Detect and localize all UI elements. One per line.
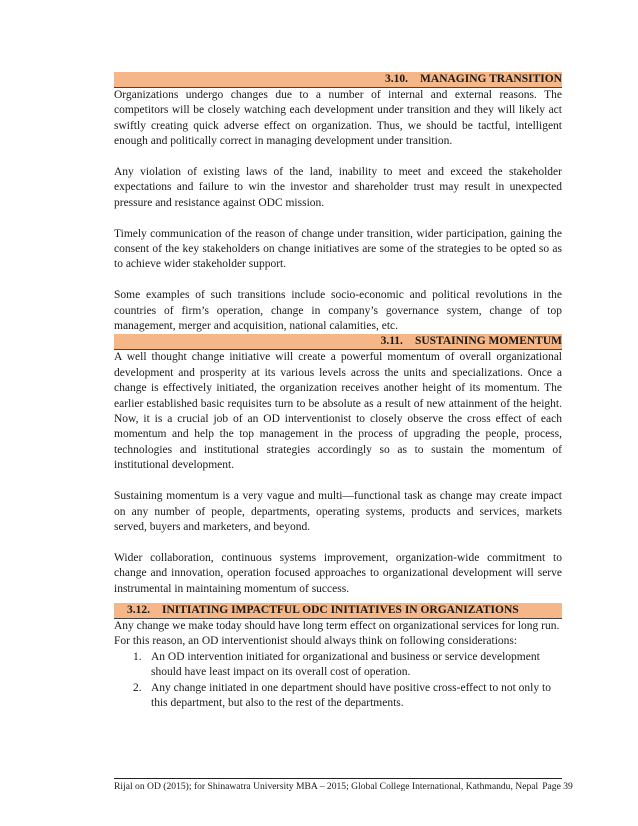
paragraph: Any violation of existing laws of the land, inability to meet and exceed the stakeholder expectations and failure to win the investor and shareholder trust may result in unexpected pressure and resistance against ODC mission. xyxy=(114,166,562,209)
paragraph: Some examples of such transitions include socio-economic and political revolutions in the countries of firm’s operation, change in company’s governance system, change of top management, merger and acquisition, national calamities, etc. xyxy=(114,289,562,333)
section-title: SUSTAINING MOMENTUM xyxy=(414,335,562,348)
list-item xyxy=(114,650,562,681)
section-number: 3.11. xyxy=(380,335,403,348)
footer-citation: Rijal on OD (2015); for Shinawatra University MBA – 2015; Global College International, Kathmandu, Nepal xyxy=(114,781,539,792)
section-heading-3-11 xyxy=(114,334,562,350)
paragraph: Wider collaboration, continuous systems improvement, organization-wide commitment to change and innovation, operation focused approaches to organizational development will serve instrumental in maintaining momentum of success. xyxy=(114,551,562,595)
considerations-list xyxy=(114,650,562,712)
list-item-number: 2. xyxy=(133,681,142,694)
paragraph: Sustaining momentum is a very vague and multi—functional task as change may create impact on any number of people, departments, operating systems, products and services, markets served, buyers and marketers, and beyond. xyxy=(114,490,562,533)
section-number: 3.10. xyxy=(385,73,409,85)
list-item-number: 1. xyxy=(133,650,142,663)
paragraph: Any change we make today should have long term effect on organizational services for long run. For this reason, an OD interventionist should always think on following considerations: xyxy=(114,619,560,648)
list-item-text: Any change initiated in one department should have positive cross-effect to not only to this department, but also to the rest of the departments. xyxy=(151,681,551,709)
section-title: MANAGING TRANSITION xyxy=(420,73,562,85)
section-number: 3.12. xyxy=(127,603,150,616)
page-body xyxy=(114,72,562,711)
section-heading-3-10 xyxy=(114,72,562,88)
page-footer xyxy=(114,778,573,793)
paragraph: Organizations undergo changes due to a number of internal and external reasons. The competitors will be closely watching each development under transition and they will likely act swiftly creating quick adverse effect on organization. Thus, we should be tactful, intelligent enough and politically correct in managing development under transition. xyxy=(114,89,562,148)
list-item xyxy=(114,681,562,712)
page-number: Page 39 xyxy=(542,781,573,792)
list-item-text: An OD intervention initiated for organizational and business or service development should have least impact on its overall cost of operation. xyxy=(151,650,540,679)
section-title: INITIATING IMPACTFUL ODC INITIATIVES IN ORGANIZATIONS xyxy=(162,603,519,616)
paragraph: Timely communication of the reason of change under transition, wider participation, gaining the consent of the key stakeholders on change initiatives are some of the strategies to be opted so as to achieve wider stakeholder support. xyxy=(114,227,562,271)
paragraph: A well thought change initiative will create a powerful momentum of overall organizational development and prosperity at its various levels across the units and specializations. Once a change is effectively initiated, the organization receives another height of its momentum. The earlier established basic requisites turn to be absolute as a result of new attainment of the height. Now, it is a crucial job of an OD interventionist to closely observe the cross effect of each momentum and help the top management in the process of upgrading the people, process, technologies and institutional strategies accordingly so as to sustain the momentum of institutional development. xyxy=(114,351,562,472)
section-heading-3-12 xyxy=(114,603,562,619)
